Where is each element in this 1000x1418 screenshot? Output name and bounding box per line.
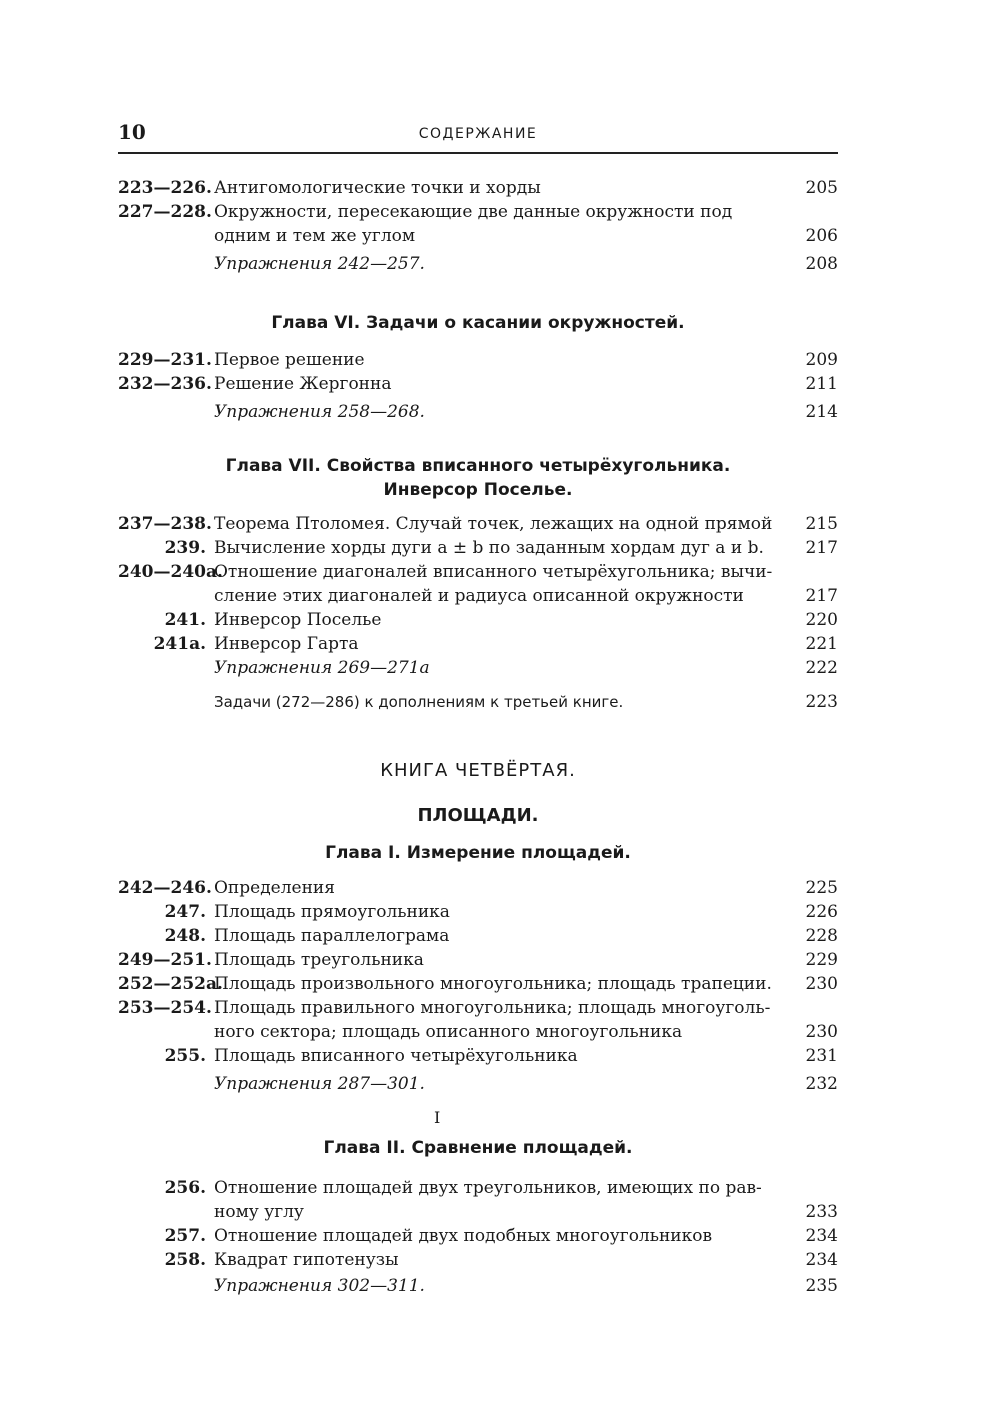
entry-title: Вычисление хорды дуги a ± b по заданным хордам дуг a и b. [214, 538, 764, 558]
entry-title: Площадь параллелограма . . . [214, 924, 798, 948]
entry-number: 239. [164, 538, 206, 558]
book-title: КНИГА ЧЕТВЁРТАЯ. [380, 760, 576, 781]
entry-number: 240—240a. [118, 562, 223, 582]
entry-title: Окружности, пересекающие две данные окружности под [214, 202, 733, 222]
entry-number: 258. [164, 1250, 206, 1270]
entry-number: 255. [164, 1046, 206, 1066]
section-title: ПЛОЩАДИ. [417, 805, 539, 826]
problems-title: Задачи (272—286) к дополнениям к третьей книге. . . . [214, 690, 798, 714]
exercises-title: Упражнения 269—271a . . . [214, 656, 798, 680]
chapter-heading: Глава II. Сравнение площадей. [323, 1138, 633, 1158]
entry-page: 231 [805, 1046, 838, 1066]
chapter-heading: Глава VI. Задачи о касании окружностей. [271, 313, 685, 333]
entry-page: 208 [805, 254, 838, 274]
entry-title: сление этих диагоналей и радиуса описанной окружности . . . [214, 584, 798, 608]
entry-page: 205 [805, 178, 838, 198]
toc-entry [118, 900, 838, 924]
toc-entry [118, 348, 838, 372]
toc-entry [118, 608, 838, 632]
toc-entry-continuation [118, 1020, 838, 1044]
entry-title: Теорема Птоломея. Случай точек, лежащих на одной прямой [214, 514, 773, 534]
entry-page: 230 [805, 1022, 838, 1042]
entry-page: 217 [805, 538, 838, 558]
entry-page: 235 [805, 1276, 838, 1296]
entry-page: 223 [805, 692, 838, 712]
entry-page: 222 [805, 658, 838, 678]
entry-title: Площадь треугольника . . . [214, 948, 798, 972]
chapter-heading: Глава I. Измерение площадей. [325, 843, 631, 863]
entry-number: 257. [164, 1226, 206, 1246]
toc-entry [118, 948, 838, 972]
entry-number: 229—231. [118, 350, 212, 370]
toc-entry [118, 176, 838, 200]
entry-number: 237—238. [118, 514, 212, 534]
toc-entry-continuation [118, 224, 838, 248]
entry-number: 223—226. [118, 178, 212, 198]
entry-number: 253—254. [118, 998, 212, 1018]
entry-title: Квадрат гипотенузы . . . [214, 1248, 798, 1272]
exercises-title: Упражнения 302—311. . . . [214, 1274, 798, 1298]
running-title: СОДЕРЖАНИЕ [418, 126, 538, 142]
toc-entry [118, 632, 838, 656]
exercises-title: Упражнения 242—257. . . . [214, 252, 798, 276]
stray-mark: I [434, 1108, 441, 1127]
entry-page: 221 [805, 634, 838, 654]
exercises-title: Упражнения 287—301. . . . [214, 1072, 798, 1096]
entry-page: 214 [805, 402, 838, 422]
entry-page: 234 [805, 1226, 838, 1246]
entry-page: 209 [805, 350, 838, 370]
toc-entry [118, 996, 838, 1020]
entry-title: Отношение площадей двух треугольников, имеющих по рав- [214, 1178, 762, 1198]
toc-entry [118, 1176, 838, 1200]
entry-page: 228 [805, 926, 838, 946]
entry-page: 215 [805, 514, 838, 534]
entry-page: 230 [805, 974, 838, 994]
entry-title: ного сектора; площадь описанного многоугольника . . . [214, 1020, 798, 1044]
entry-page: 217 [805, 586, 838, 606]
chapter-heading-line2: Инверсор Поселье. [383, 480, 573, 500]
entry-page: 211 [805, 374, 838, 394]
entry-title: Площадь вписанного четырёхугольника . . . [214, 1044, 798, 1068]
entry-number: 242—246. [118, 878, 212, 898]
toc-entry-continuation [118, 584, 838, 608]
toc-entry [118, 560, 838, 584]
entry-title: Площадь прямоугольника . . . [214, 900, 798, 924]
toc-problems [118, 690, 838, 714]
toc-entry [118, 1248, 838, 1272]
toc-entry-continuation [118, 1200, 838, 1224]
entry-number: 227—228. [118, 202, 212, 222]
toc-entry [118, 372, 838, 396]
entry-number: 249—251. [118, 950, 212, 970]
entry-number: 241a. [153, 634, 206, 654]
entry-title: ному углу . . . [214, 1200, 798, 1224]
chapter-heading: Глава VII. Свойства вписанного четырёхугольника. [225, 456, 731, 476]
entry-number: 256. [164, 1178, 206, 1198]
entry-page: 226 [805, 902, 838, 922]
entry-number: 252—252a. [118, 974, 223, 994]
toc-entry [118, 924, 838, 948]
toc-entry [118, 536, 838, 560]
entry-title: Отношение площадей двух подобных многоугольников . . . [214, 1224, 798, 1248]
entry-title: Инверсор Гарта . . . [214, 632, 798, 656]
entry-title: Отношение диагоналей вписанного четырёхугольника; вычи- [214, 562, 773, 582]
exercises-title: Упражнения 258—268. . . . [214, 400, 798, 424]
entry-title: Решение Жергонна . . . [214, 372, 798, 396]
toc-entry [118, 876, 838, 900]
entry-number: 232—236. [118, 374, 212, 394]
toc-entry [118, 1224, 838, 1248]
entry-page: 234 [805, 1250, 838, 1270]
page-number: 10 [118, 120, 146, 144]
entry-title: одним и тем же углом . . . [214, 224, 798, 248]
entry-page: 229 [805, 950, 838, 970]
entry-title: Первое решение . . . [214, 348, 798, 372]
entry-number: 247. [164, 902, 206, 922]
page-header [118, 118, 838, 154]
entry-page: 232 [805, 1074, 838, 1094]
entry-page: 233 [805, 1202, 838, 1222]
entry-title: Площадь правильного многоугольника; площадь многоуголь- [214, 998, 771, 1018]
toc-exercises [118, 1072, 838, 1096]
entry-page: 220 [805, 610, 838, 630]
entry-title: Инверсор Поселье . . . [214, 608, 798, 632]
entry-title: Площадь произвольного многоугольника; площадь трапеции. [214, 974, 772, 994]
toc-entry [118, 512, 838, 536]
toc-exercises [118, 252, 838, 276]
entry-title: Антигомологические точки и хорды . . . [214, 176, 798, 200]
entry-title: Определения . . . [214, 876, 798, 900]
entry-number: 241. [164, 610, 206, 630]
entry-number: 248. [164, 926, 206, 946]
toc-entry [118, 1044, 838, 1068]
toc-entry [118, 972, 838, 996]
entry-page: 225 [805, 878, 838, 898]
toc-entry [118, 200, 838, 224]
toc-exercises [118, 656, 838, 680]
toc-exercises [118, 1274, 838, 1298]
entry-page: 206 [805, 226, 838, 246]
toc-exercises [118, 400, 838, 424]
